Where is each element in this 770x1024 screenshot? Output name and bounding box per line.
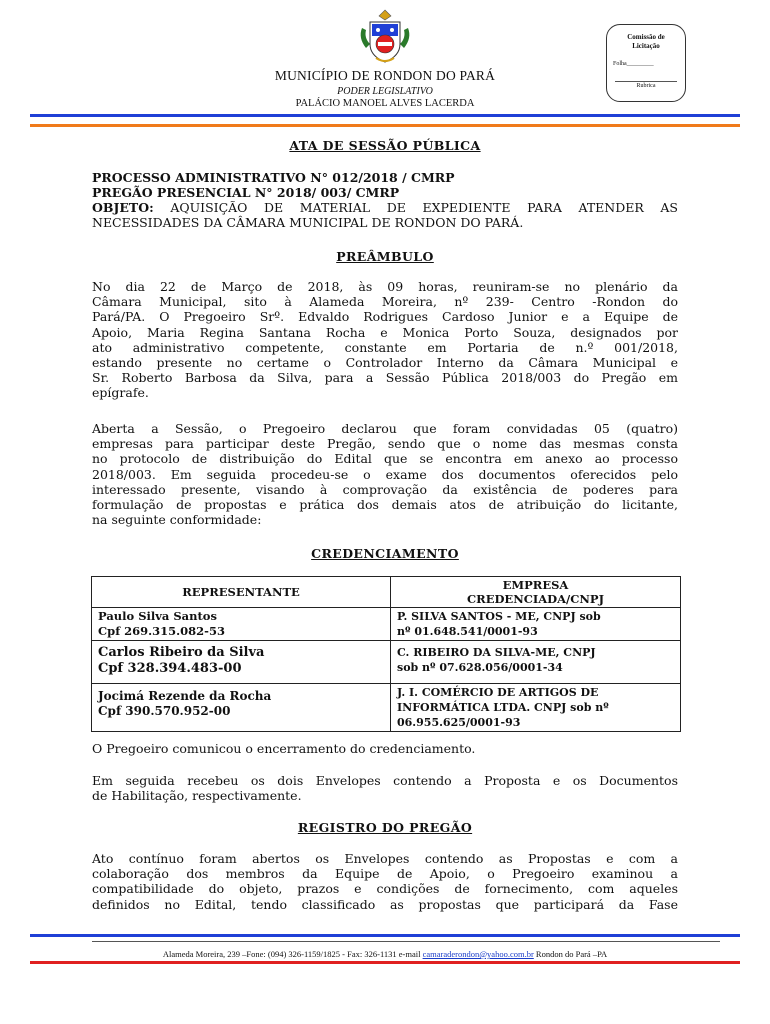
abertura-line: empresas para participar deste Pregão, sendo que o nome das mesmas consta: [92, 436, 678, 452]
preambulo-line: No dia 22 de Março de 2018, às 09 horas, reuniram-se no plenário da: [92, 279, 678, 294]
col-header-empresa-line1: EMPRESA: [502, 578, 569, 592]
empresa-line: sob nº 07.628.056/0001-34: [397, 661, 563, 674]
table-row: [92, 608, 681, 641]
footer-red-bar: [30, 961, 740, 964]
document-title: ATA DE SESSÃO PÚBLICA: [289, 138, 481, 153]
process-line: PROCESSO ADMINISTRATIVO N° 012/2018 / CMRP: [92, 170, 455, 185]
objeto-line-2: NECESSIDADES DA CÂMARA MUNICIPAL DE RONDON DO PARÁ.: [92, 215, 524, 231]
footer-email-link[interactable]: camaraderondon@yahoo.com.br: [422, 949, 534, 959]
preambulo-line: estando presente no certame o Controlador Interno da Câmara Municipal e: [92, 355, 678, 371]
registro-line: colaboração dos membros da Equipe de Apoio, o Pregoeiro examinou a: [92, 866, 678, 882]
registro-line: definidos no Edital, tendo classificado as propostas que participará da Fase: [92, 896, 678, 912]
empresa-line: INFORMÁTICA LTDA. CNPJ sob nº: [397, 701, 609, 714]
preambulo-line: ato administrativo competente, constante em Portaria de n.º 001/2018,: [92, 339, 678, 355]
stamp-rubrica-line: [615, 81, 677, 82]
table-row: [92, 684, 681, 732]
empresa-cell: [391, 608, 681, 641]
header-orange-bar: [30, 124, 740, 127]
preambulo-line: Câmara Municipal, sito à Alameda Moreira, nº 239- Centro -Rondon do: [92, 294, 678, 310]
col-header-empresa: [391, 577, 681, 608]
stamp-title-1: Comissão de: [627, 33, 665, 41]
credenciamento-table: [91, 576, 681, 732]
empresa-line: J. I. COMÉRCIO DE ARTIGOS DE: [397, 686, 599, 699]
abertura-line: no protocolo de distribuição do Edital que se encontra em anexo ao processo: [92, 451, 678, 467]
abertura-line: Aberta a Sessão, o Pregoeiro declarou que foram convidadas 05 (quatro): [92, 421, 678, 436]
representante-name: Carlos Ribeiro da Silva: [98, 645, 265, 660]
objeto-block: [92, 200, 678, 230]
representante-cell: [92, 684, 391, 732]
stamp-folha: Folha_________: [613, 61, 654, 67]
footer-blue-bar: [30, 934, 740, 937]
table-row: [92, 641, 681, 684]
envelopes-line: Em seguida recebeu os dois Envelopes contendo a Proposta e os Documentos: [92, 773, 678, 788]
envelopes-paragraph: [92, 773, 678, 803]
palace-name: PALÁCIO MANOEL ALVES LACERDA: [295, 98, 475, 109]
abertura-line: na seguinte conformidade:: [92, 512, 262, 528]
col-header-representante: REPRESENTANTE: [92, 577, 391, 608]
encerramento-text: O Pregoeiro comunicou o encerramento do credenciamento.: [92, 741, 476, 756]
header-blue-bar: [30, 114, 740, 117]
legislative-branch: PODER LEGISLATIVO: [337, 86, 433, 97]
representante-name: Paulo Silva Santos: [98, 609, 217, 623]
pregao-line: PREGÃO PRESENCIAL N° 2018/ 003/ CMRP: [92, 185, 400, 200]
preambulo-title: PREÂMBULO: [336, 249, 434, 264]
representante-cell: [92, 608, 391, 641]
objeto-label: OBJETO:: [92, 200, 154, 215]
preambulo-line: Apoio, Maria Regina Santana Rocha e Monica Porto Souza, designados por: [92, 324, 678, 340]
abertura-line: 2018/003. Em seguida procedeu-se o exame dos documentos oferecidos pelo: [92, 466, 678, 482]
empresa-cell: [391, 641, 681, 684]
empresa-line: 06.955.625/0001-93: [397, 716, 521, 729]
representante-cpf: Cpf 269.315.082-53: [98, 624, 225, 638]
coat-of-arms-logo: [356, 8, 414, 66]
registro-title: REGISTRO DO PREGÃO: [297, 820, 473, 835]
registro-line: Ato contínuo foram abertos os Envelopes contendo as Propostas e com a: [92, 851, 678, 866]
preambulo-line: epígrafe.: [92, 385, 149, 401]
table-header-row: [92, 577, 681, 608]
empresa-cell: [391, 684, 681, 732]
objeto-line-1: AQUISIÇÃO DE MATERIAL DE EXPEDIENTE PARA ATENDER AS: [170, 200, 678, 215]
footer-rule: [92, 941, 720, 942]
credenciamento-title: CREDENCIAMENTO: [311, 546, 459, 561]
registro-line: compatibilidade do objeto, prazos e condições de fornecimento, com aqueles: [92, 881, 678, 897]
preambulo-paragraph: [92, 279, 678, 401]
abertura-paragraph: [92, 421, 678, 527]
empresa-line: C. RIBEIRO DA SILVA-ME, CNPJ: [397, 646, 596, 659]
representante-cpf: Cpf 390.570.952-00: [98, 704, 231, 718]
footer-suffix: Rondon do Pará –PA: [533, 949, 608, 959]
representante-cpf: Cpf 328.394.483-00: [98, 661, 242, 676]
footer-address: [0, 949, 770, 959]
empresa-line: nº 01.648.541/0001-93: [397, 625, 538, 638]
stamp-title-2: Licitação: [632, 42, 660, 50]
representante-cell: [92, 641, 391, 684]
col-header-empresa-line2: CREDENCIADA/CNPJ: [466, 592, 605, 606]
municipality-name: MUNICÍPIO DE RONDON DO PARÁ: [274, 68, 496, 83]
footer-prefix: Alameda Moreira, 239 –Fone: (094) 326-1159/1825 - Fax: 326-1131 e-mail: [162, 949, 423, 959]
abertura-line: formulação de propostas e prática dos demais atos de atribuição do licitante,: [92, 497, 678, 513]
preambulo-line: Pará/PA. O Pregoeiro Srº. Edvaldo Rodrigues Cardoso Junior e a Equipe de: [92, 309, 678, 325]
stamp-rubrica: Rubrica: [636, 83, 656, 89]
envelopes-line: de Habilitação, respectivamente.: [92, 788, 302, 804]
representante-name: Jocimá Rezende da Rocha: [98, 689, 272, 703]
empresa-line: P. SILVA SANTOS - ME, CNPJ sob: [397, 610, 601, 623]
registro-paragraph: [92, 851, 678, 912]
abertura-line: interessado presente, visando à comprovação da existência de poderes para: [92, 481, 678, 497]
commission-stamp: [606, 24, 686, 102]
preambulo-line: Sr. Roberto Barbosa da Silva, para a Sessão Pública 2018/003 do Pregão em: [92, 370, 678, 386]
